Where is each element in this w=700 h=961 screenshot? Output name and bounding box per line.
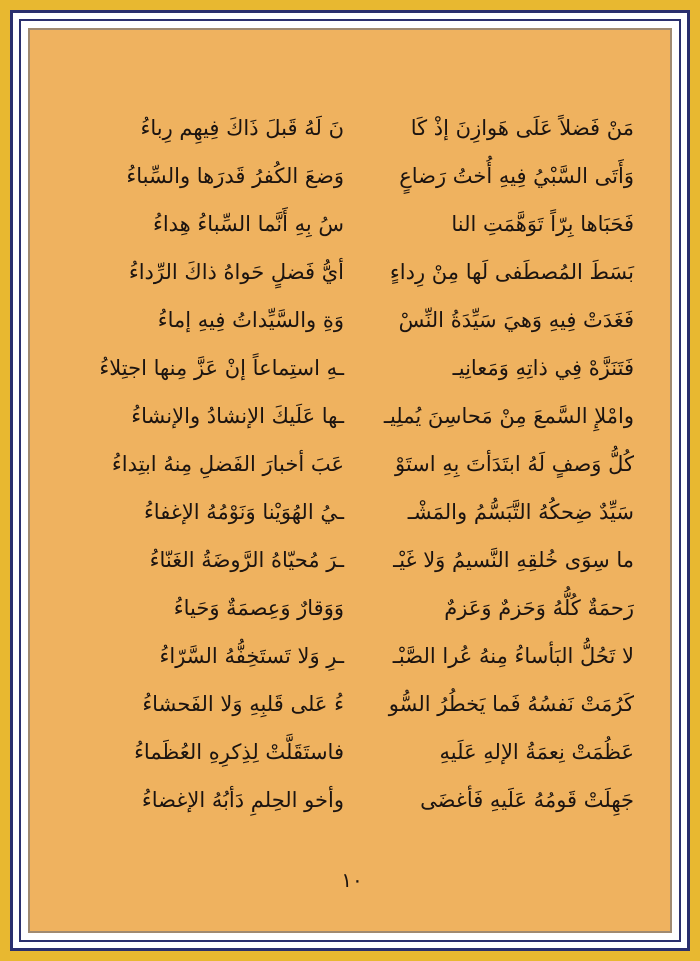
verse-second-hemistich: عَبَ أخبارَ الفَضلِ مِنهُ ابتِداءُ [111, 452, 344, 476]
verse-first-hemistich: سَيِّدٌ ضِحكُهُ التَّبَسُّمُ والمَشْـ [407, 500, 634, 524]
verse-second-hemistich: وَوَقارٌ وَعِصمَةٌ وَحَياءُ [173, 596, 344, 620]
verse-second-hemistich: ـيُ الهُوَيْنا وَنَوْمُهُ الإغفاءُ [143, 500, 344, 524]
verse-line [30, 348, 674, 388]
verse-first-hemistich: كَرُمَتْ نَفسُهُ فَما يَخطُرُ السُّو [388, 692, 634, 716]
verse-second-hemistich: أيُّ فَضلٍ حَواهُ ذاكَ الرِّداءُ [128, 260, 344, 284]
verse-second-hemistich: ءُ عَلى قَلبِهِ وَلا الفَحشاءُ [142, 692, 344, 716]
verse-second-hemistich: نَ لَهُ قَبلَ ذَاكَ فِيهِم رِباءُ [140, 116, 344, 140]
verse-line [30, 156, 674, 196]
verse-line [30, 636, 674, 676]
verse-line [30, 588, 674, 628]
verse-second-hemistich: وَضعَ الكُفرُ قَدرَها والسِّباءُ [126, 164, 344, 188]
verse-first-hemistich: بَسَطَ المُصطَفى لَها مِنْ رِداءٍ [389, 260, 634, 284]
verse-second-hemistich: وَةِ والسَّيِّداتُ فِيهِ إماءُ [157, 308, 344, 332]
verse-first-hemistich: مَنْ فَضلاً عَلَى هَوازِنَ إذْ كَا [410, 116, 634, 140]
verse-second-hemistich: فاستَقَلَّتْ لِذِكرِهِ العُظَماءُ [134, 740, 344, 764]
verse-first-hemistich: فَغَدَتْ فِيهِ وَهيَ سَيِّدَةُ النِّسْ [398, 308, 634, 332]
verse-line [30, 540, 674, 580]
verse-line [30, 444, 674, 484]
verse-first-hemistich: فَتَنَزَّهْ فِي ذاتِهِ وَمَعانِيـ [452, 356, 634, 380]
verse-first-hemistich: لا تَحُلُّ البَأساءُ مِنهُ عُرا الصَّبْـ [392, 644, 634, 668]
verse-first-hemistich: رَحمَةٌ كُلُّهُ وَحَزمٌ وَعَزمٌ [444, 596, 634, 620]
verse-line [30, 780, 674, 820]
verse-second-hemistich: ـرِ وَلا تَستَخِفُّهُ السَّرّاءُ [159, 644, 344, 668]
verse-line [30, 492, 674, 532]
verse-line [30, 204, 674, 244]
poem-page [28, 28, 672, 933]
verse-first-hemistich: عَظُمَتْ نِعمَةُ الإلهِ عَلَيهِ [439, 740, 634, 764]
verse-line [30, 396, 674, 436]
verse-second-hemistich: سُ بِهِ أَنَّما السِّباءُ هِداءُ [152, 212, 344, 236]
verse-first-hemistich: وامْلإِ السَّمعَ مِنْ مَحاسِنَ يُملِيـ [383, 404, 634, 428]
verse-line [30, 300, 674, 340]
page-number: ١٠ [341, 868, 363, 892]
verse-line [30, 108, 674, 148]
verse-line [30, 684, 674, 724]
verse-second-hemistich: ـرَ مُحيّاهُ الرَّوضَةُ الغَنّاءُ [149, 548, 344, 572]
verse-first-hemistich: ما سِوَى خُلقِهِ النَّسيمُ وَلا غَيْـ [393, 548, 634, 572]
verse-line [30, 252, 674, 292]
verse-line [30, 732, 674, 772]
verse-first-hemistich: فَحَبَاها بِرّاً تَوَهَّمَتِ النا [451, 212, 634, 236]
verse-second-hemistich: وأخو الحِلمِ دَأبُهُ الإغضاءُ [141, 788, 344, 812]
verse-second-hemistich: ـهِ استِماعاً إنْ عَزَّ مِنها اجتِلاءُ [99, 356, 344, 380]
verse-first-hemistich: جَهِلَتْ قَومُهُ عَلَيهِ فَأغضَى [420, 788, 634, 812]
verse-first-hemistich: وَأَتَى السَّبْيُ فِيهِ أُختُ رَضاعٍ [399, 164, 634, 188]
verse-first-hemistich: كُلُّ وَصفٍ لَهُ ابتَدَأتَ بِهِ استَوْ [394, 452, 634, 476]
verse-second-hemistich: ـها عَلَيكَ الإنشادُ والإنشاءُ [131, 404, 344, 428]
